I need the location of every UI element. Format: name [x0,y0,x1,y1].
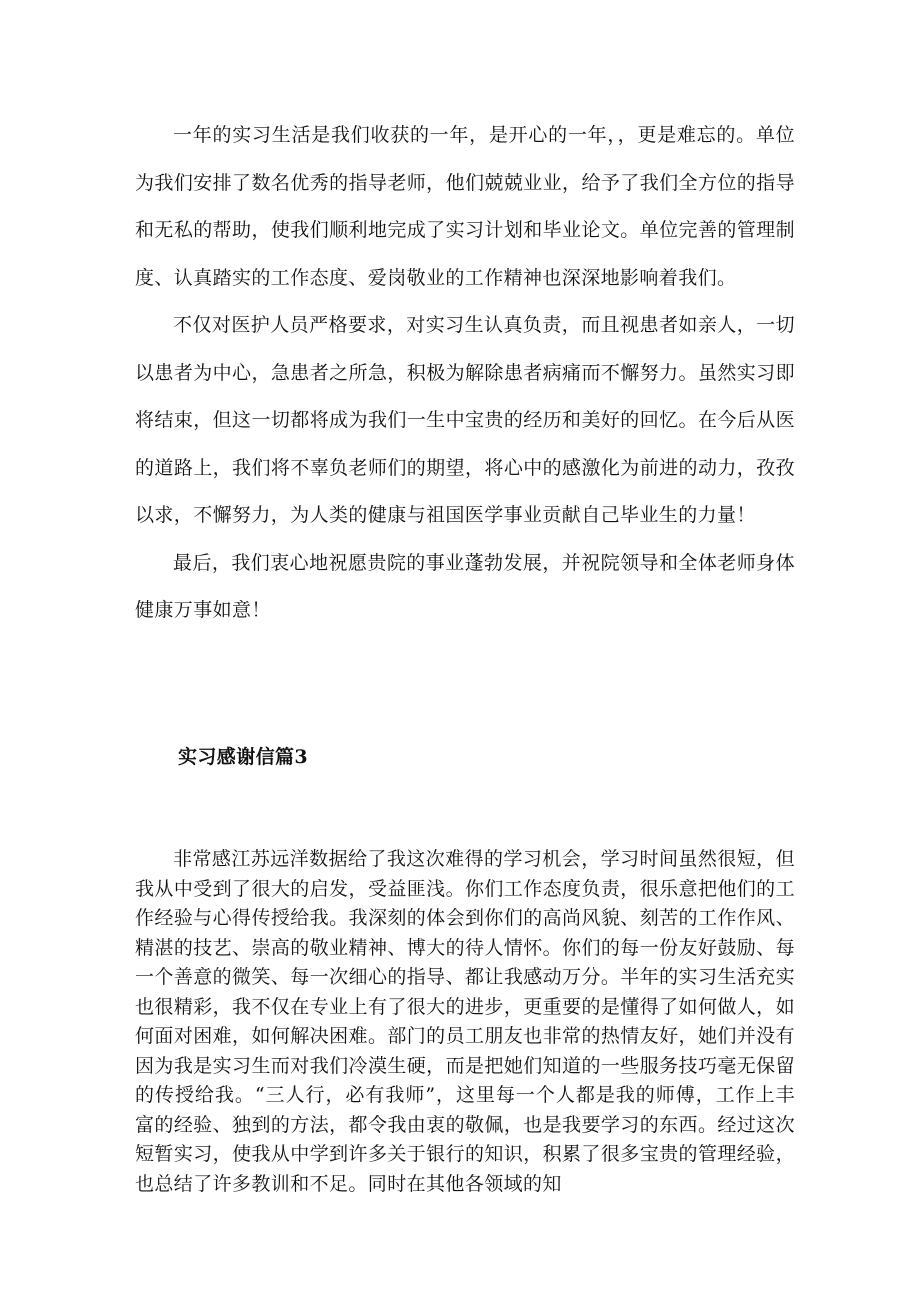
letter-body-upper [135,112,795,635]
paragraph-internship-gains: 一年的实习生活是我们收获的一年，是开心的一年，，更是难忘的。单位为我们安排了数名优秀的指导老师，他们兢兢业业，给予了我们全方位的指导和无私的帮助，使我们顺利地完成了实习计划和毕业论文。单位完善的管理制度、认真踏实的工作态度、爱岗敬业的工作精神也深深地影响着我们。 [135,124,795,289]
paragraph-closing-wishes: 最后，我们衷心地祝愿贵院的事业蓬勃发展，并祝院领导和全体老师身体健康万事如意！ [135,551,795,621]
letter-body-lower [135,845,795,1199]
paragraph-thanks-letter-3: 非常感江苏远洋数据给了我这次难得的学习机会，学习时间虽然很短，但我从中受到了很大的启发，受益匪浅。你们工作态度负责，很乐意把他们的工作经验与心得传授给我。我深刻的体会到你们的高尚风貌、刻苦的工作作风、精湛的技艺、崇高的敬业精神、博大的待人情怀。你们的每一份友好鼓励、每一个善意的微笑、每一次细心的指导、都让我感动万分。半年的实习生活充实也很精彩，我不仅在专业上有了很大的进步，更重要的是懂得了如何做人，如何面对困难，如何解决困难。部门的员工朋友也非常的热情友好，她们并没有因为我是实习生而对我们冷漠生硬，而是把她们知道的一些服务技巧毫无保留的传授给我。“三人行，必有我师”，这里每一个人都是我的师傅，工作上丰富的经验、独到的方法，都令我由衷的敬佩，也是我要学习的东西。经过这次短暂实习，使我从中学到许多关于银行的知识，积累了很多宝贵的管理经验，也总结了许多教训和不足。同时在其他各领域的知 [135,848,795,1195]
section-heading: 实习感谢信篇3 [178,746,309,768]
paragraph-care-for-patients: 不仅对医护人员严格要求，对实习生认真负责，而且视患者如亲人，一切以患者为中心，急患者之所急，积极为解除患者病痛而不懈努力。虽然实习即将结束，但这一切都将成为我们一生中宝贵的经历和美好的回忆。在今后从医的道路上，我们将不辜负老师们的期望，将心中的感激化为前进的动力，孜孜以求，不懈努力，为人类的健康与祖国医学事业贡献自己毕业生的力量！ [135,314,795,526]
